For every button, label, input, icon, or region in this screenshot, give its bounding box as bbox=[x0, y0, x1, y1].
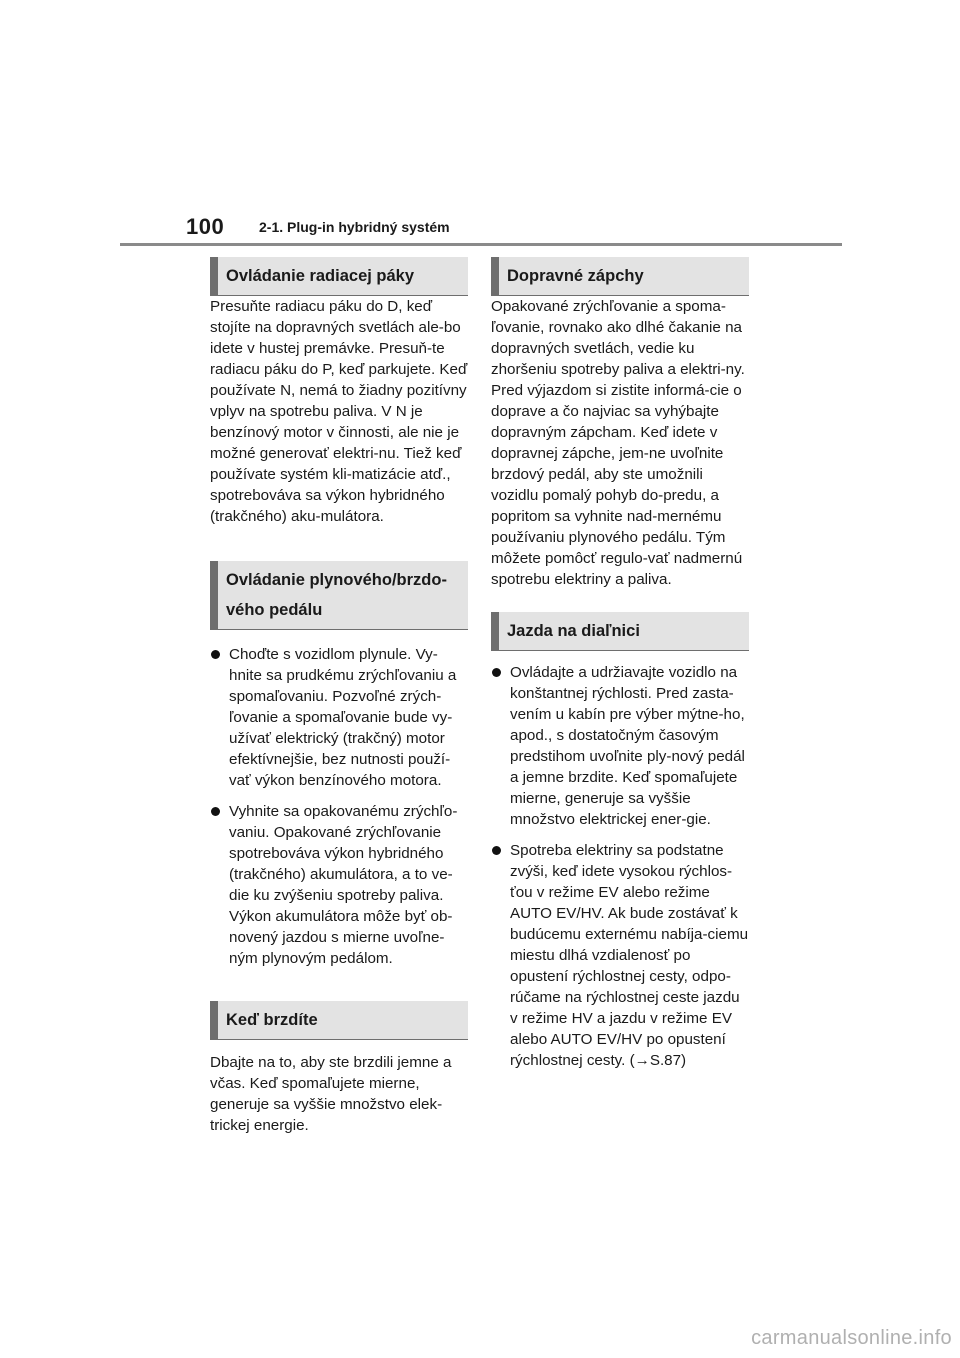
list-item-text: Ovládajte a udržiavajte vozidlo na konštantnej rýchlosti. Pred zasta-vením u kabín pre výber mýtne-ho, apod., s dostatočným časovým predstihom uvoľnite ply-nový pedál a jemne brzdite. Keď spomaľujete mierne, generuje sa vyššie množstvo elektrickej ener-gie. bbox=[510, 664, 745, 828]
heading-brzdenie: Keď brzdíte bbox=[210, 1001, 468, 1040]
list-item bbox=[210, 644, 468, 791]
list-item bbox=[491, 662, 749, 830]
right-column bbox=[491, 257, 749, 1081]
bullet-icon bbox=[492, 668, 501, 677]
heading-pedaly: Ovládanie plynového/brzdo-vého pedálu bbox=[210, 561, 468, 630]
header-rule bbox=[120, 243, 842, 246]
heading-dialnica: Jazda na diaľnici bbox=[491, 612, 749, 651]
list-item bbox=[210, 801, 468, 969]
heading-dopravne-zapchy: Dopravné zápchy bbox=[491, 257, 749, 296]
list-item-text: Spotreba elektriny sa podstatne zvýši, keď idete vysokou rýchlos-ťou v režime EV alebo režime AUTO EV/HV. Ak bude zostávať k budúcemu externému nabíja-ciemu miestu dlhá vzdialenosť po opustení rýchlostnej cesty, odpo-rúčame na rýchlostnej ceste jazdu v režime HV a jazdu v režime EV alebo AUTO EV/HV po opustení rýchlostnej cesty. (→S.87) bbox=[510, 842, 749, 1069]
section-title: 2-1. Plug-in hybridný systém bbox=[259, 219, 450, 235]
left-column bbox=[210, 257, 468, 1136]
bullet-icon bbox=[211, 650, 220, 659]
heading-radiaca-paka: Ovládanie radiacej páky bbox=[210, 257, 468, 296]
list-item bbox=[491, 840, 749, 1071]
list-item-text: Choďte s vozidlom plynule. Vy-hnite sa prudkému zrýchľovaniu a spomaľovaniu. Pozvoľné zrých-ľovanie a spomaľovanie bude vy-užívať elektrický (trakčný) motor efektívnejšie, bez nutnosti použí-vať výkon benzínového motora. bbox=[229, 646, 457, 789]
bullet-list-dialnica bbox=[491, 662, 749, 1071]
list-item-text: Vyhnite sa opakovanému zrýchľo-vaniu. Opakované zrýchľovanie spotrebováva výkon hybridného (trakčného) akumulátora, a to ve-die ku zvýšeniu spotreby paliva. Výkon akumulátora môže byť ob-novený jazdou s mierne uvoľne-ným plynovým pedálom. bbox=[229, 803, 458, 967]
watermark-text: carmanualsonline.info bbox=[751, 1327, 952, 1349]
paragraph-dopravne-zapchy: Opakované zrýchľovanie a spoma-ľovanie, rovnako ako dlhé čakanie na dopravných svetlách, vedie ku zhoršeniu spotreby paliva a elektri-ny. Pred výjazdom si zistite informá-cie o doprave a čo najviac sa vyhýbajte dopravným zápcham. Keď idete v dopravnej zápche, jem-ne uvoľnite brzdový pedál, aby ste umožnili vozidlu pomalý pohyb do-predu, a popritom sa vyhnite nad-mernému používaniu plynového pedálu. Tým môžete pomôcť regulo-vať nadmernú spotrebu elektriny a paliva. bbox=[491, 298, 745, 588]
bullet-list-pedaly bbox=[210, 644, 468, 969]
page-number: 100 bbox=[186, 214, 225, 239]
bullet-icon bbox=[492, 846, 501, 855]
paragraph-radiaca-paka: Presuňte radiacu páku do D, keď stojíte na dopravných svetlách ale-bo idete v hustej premávke. Presuň-te radiacu páku do P, keď parkujete. Keď používate N, nemá to žiadny pozitívny vplyv na spotrebu paliva. V N je benzínový motor v činnosti, ale nie je možné generovať elektri-nu. Tiež keď používate systém kli-matizácie atď., spotrebováva sa výkon hybridného (trakčného) aku-mulátora. bbox=[210, 298, 468, 525]
bullet-icon bbox=[211, 807, 220, 816]
paragraph-brzdenie: Dbajte na to, aby ste brzdili jemne a včas. Keď spomaľujete mierne, generuje sa vyššie množstvo elek-trickej energie. bbox=[210, 1054, 452, 1134]
